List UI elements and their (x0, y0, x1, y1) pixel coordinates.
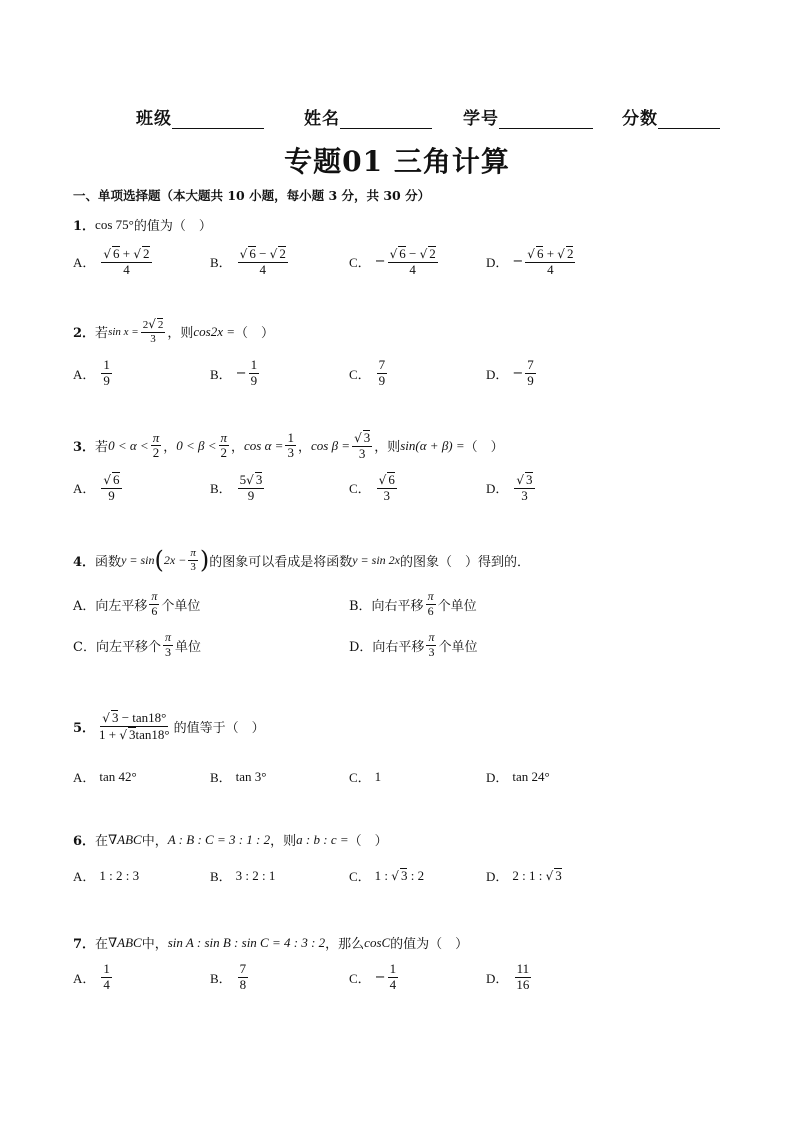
fraction: $\frac{\pi}{3}$ (428, 630, 435, 659)
q4-base-function: y = sin 2x (352, 552, 400, 567)
q4-middle: 的图象可以看成是将函数 (209, 554, 353, 570)
option-label: A． (73, 869, 96, 884)
q5-option-b[interactable] (210, 767, 267, 786)
q3-cos-alpha: cos α = (244, 437, 284, 453)
question-4: 4． 函数 y = sin ( 2x − $\frac{\pi}{3}$ ) 的图象可以看成是将函数 y = sin 2x 的图象（ ）得到的． (73, 546, 530, 574)
q3-cond-beta: 0 < β < (176, 437, 217, 453)
fraction: $\frac{1}{3}$ (287, 429, 294, 461)
fraction: $\frac{7}{9}$ (527, 357, 534, 388)
q3-option-a[interactable] (73, 472, 124, 504)
q5-option-a[interactable] (73, 767, 137, 786)
question-number: 4． (73, 554, 96, 570)
fraction: $\frac{5√ 3}{9}$ (239, 472, 263, 503)
name-label: 姓名 (304, 109, 340, 129)
q4-inner: 2x − (163, 552, 187, 567)
student-id-label: 学号 (463, 109, 499, 129)
option-unit: 个单位 (438, 639, 478, 655)
score-label: 分数 (622, 109, 658, 129)
option-value: 1 : 2 : 3 (99, 867, 140, 883)
q2-option-d[interactable] (486, 358, 538, 389)
option-label: B． (210, 770, 232, 785)
q7-sine-ratio: sin A : sin B : sin C = 4 : 3 : 2 (167, 934, 326, 950)
q7-option-b[interactable] (210, 962, 250, 993)
question-1 (73, 215, 212, 234)
q4-function: y = sin (121, 552, 155, 567)
option-label: D． (486, 970, 509, 986)
fraction: $\frac{\pi}{3}$ (190, 546, 196, 573)
fraction: $\frac{1}{4}$ (103, 961, 110, 992)
option-label: A． (73, 366, 96, 382)
q3-option-c[interactable] (349, 472, 399, 504)
option-value: tan 24° (512, 768, 550, 784)
option-label: B． (210, 869, 232, 884)
q3-tail: （ ） (464, 440, 504, 456)
q4-prefix: 函数 (95, 554, 122, 570)
fraction: $\frac{√ 6 - √ 2}{4}$ (239, 246, 286, 277)
question-2 (73, 318, 274, 345)
fraction: $\frac{\pi}{2}$ (152, 429, 160, 461)
option-label: D．向右平移 (349, 639, 425, 655)
q1-expression: cos 75° (95, 216, 134, 232)
q7-tail: 的值为（ ） (390, 937, 469, 952)
question-6 (73, 830, 388, 849)
q4-option-c[interactable] (73, 631, 201, 660)
class-label: 班级 (136, 109, 172, 129)
q1-stem: 的值为（ ） (133, 219, 212, 234)
question-number: 3． (73, 440, 96, 456)
q6-tail: （ ） (348, 834, 388, 849)
q3-prefix: 若 (95, 440, 109, 456)
q7-prefix: 在 (95, 937, 109, 952)
class-blank[interactable] (172, 110, 264, 129)
name-blank[interactable] (340, 110, 432, 129)
fraction: $\frac{\pi}{3}$ (164, 630, 171, 659)
minus-sign: − (374, 969, 386, 985)
option-label: C．向左平移个 (73, 639, 161, 655)
q1-option-b[interactable] (210, 246, 290, 278)
fraction: $\frac{1}{4}$ (389, 961, 397, 992)
q7-triangle: ∇ABC (108, 934, 142, 950)
q6-then: ，则 (270, 834, 297, 849)
option-label: D． (486, 481, 509, 497)
option-label: A． (73, 481, 96, 497)
q6-prefix: 在 (95, 834, 109, 849)
q2-cos2x: cos2x = (193, 323, 236, 339)
comma: ， (163, 440, 177, 456)
option-label: B．向右平移 (349, 598, 424, 614)
q1-option-c[interactable] (349, 246, 440, 278)
fraction: $\frac{\pi}{6}$ (427, 589, 434, 618)
section-heading: 一、单项选择题（本大题共 10 小题，每小题 3 分，共 30 分） (73, 188, 431, 203)
q3-option-d[interactable] (486, 472, 537, 504)
option-unit: 单位 (174, 639, 201, 655)
page-title: 专题01 三角计算 (284, 145, 510, 178)
fraction: $\frac{√ 6 + √ 2}{4}$ (103, 246, 150, 277)
fraction: $\frac{7}{8}$ (239, 961, 247, 992)
fraction: $\frac{\pi}{2}$ (220, 429, 228, 461)
class-field (136, 104, 264, 129)
q4-tail: 的图象（ ）得到的． (399, 554, 530, 570)
option-label: A． (73, 970, 96, 986)
q7-option-c[interactable] (349, 962, 400, 993)
q2-tail: （ ） (235, 326, 275, 342)
option-label: C． (349, 255, 371, 271)
option-value: 1 (374, 768, 382, 784)
comma: ， (297, 440, 311, 456)
q7-option-d[interactable] (486, 962, 533, 993)
option-label: B． (210, 366, 232, 382)
option-label: D． (486, 255, 509, 271)
fraction: $\frac{1}{9}$ (250, 357, 258, 388)
q1-option-a[interactable] (73, 246, 154, 278)
minus-sign: − (374, 254, 386, 270)
option-label: A． (73, 770, 96, 785)
option-label: B． (210, 970, 232, 986)
option-label: D． (486, 770, 509, 785)
option-label: C． (349, 770, 371, 785)
q5-stem: 的值等于（ ） (173, 720, 265, 736)
option-label: D． (486, 366, 509, 382)
option-label: A．向左平移 (73, 598, 148, 614)
name-field (304, 104, 432, 129)
option-label: B． (210, 481, 232, 497)
question-7 (73, 933, 468, 952)
score-blank[interactable] (658, 110, 720, 129)
minus-sign: − (235, 365, 247, 381)
q7-option-a[interactable] (73, 962, 114, 993)
q6-option-c[interactable] (349, 866, 424, 885)
fraction: $\frac{1}{9}$ (103, 357, 110, 388)
student-id-blank[interactable] (499, 110, 593, 129)
q5-option-c[interactable] (349, 767, 381, 786)
q1-option-d[interactable] (486, 246, 577, 278)
question-number: 7． (73, 937, 96, 952)
q2-then: ，则 (167, 326, 194, 342)
q7-cosc: cosC (364, 934, 391, 950)
fraction: $\frac{√ 6}{9}$ (103, 472, 120, 503)
option-value: tan 3° (235, 768, 267, 784)
q6-option-a[interactable] (73, 866, 139, 885)
option-label: C． (349, 366, 371, 382)
question-number: 5． (73, 720, 96, 736)
q7-middle: 中， (141, 937, 168, 952)
q3-sin-sum: sin(α + β) = (400, 437, 465, 453)
option-label: C． (349, 481, 371, 497)
q7-then: ，那么 (325, 937, 365, 952)
option-unit: 个单位 (437, 598, 477, 614)
option-value: 2 : 1 : √ 3 (512, 867, 562, 883)
fraction: $\frac{7}{9}$ (378, 357, 386, 388)
question-5 (73, 710, 265, 743)
fraction: $\frac{√ 3}{3}$ (354, 430, 371, 461)
q6-side-ratio: a : b : c = (296, 831, 349, 847)
q2-option-c[interactable] (349, 358, 389, 389)
q3-option-b[interactable] (210, 472, 266, 504)
comma: ， (231, 440, 245, 456)
question-number: 1． (73, 219, 96, 234)
q5-option-d[interactable] (486, 767, 550, 786)
option-label: C． (349, 970, 371, 986)
q4-option-a[interactable] (73, 590, 200, 619)
minus-sign: − (512, 254, 524, 270)
option-value: tan 42° (99, 768, 137, 784)
fraction: $\frac{11}{16}$ (516, 961, 530, 992)
option-label: C． (349, 869, 371, 884)
option-value: 3 : 2 : 1 (235, 867, 276, 883)
q3-then: ，则 (374, 440, 401, 456)
fraction: $\frac{√ 3 - \tan 18^\circ}{1 + √ 3\tan 18^\circ}$ (99, 710, 170, 742)
fraction: $\frac{\pi}{6}$ (151, 589, 158, 618)
student-id-field (463, 104, 593, 129)
q6-middle: 中， (141, 834, 168, 849)
q2-prefix: 若 (95, 326, 109, 342)
question-number: 2． (73, 326, 96, 342)
q2-sinx: sin x = (108, 325, 139, 338)
q6-triangle: ∇ABC (108, 831, 142, 847)
fraction: $\frac{2√ 2}{3}$ (142, 317, 164, 345)
fraction: $\frac{√ 3}{3}$ (516, 472, 533, 503)
q2-option-b[interactable] (210, 358, 261, 389)
q3-cond-alpha: 0 < α < (108, 437, 149, 453)
fraction: $\frac{√ 6 + √ 2}{4}$ (527, 246, 574, 277)
q2-option-a[interactable] (73, 358, 114, 389)
score-field (622, 104, 720, 129)
q4-option-d[interactable] (349, 631, 477, 660)
q6-option-b[interactable] (210, 866, 275, 885)
option-label: D． (486, 869, 509, 884)
fraction: $\frac{√ 6}{3}$ (378, 472, 395, 503)
option-unit: 个单位 (161, 598, 201, 614)
fraction: $\frac{√ 6 - √ 2}{4}$ (389, 246, 436, 277)
question-3 (73, 430, 504, 462)
option-label: A． (73, 255, 96, 271)
option-label: B． (210, 255, 232, 271)
q3-cos-beta: cos β = (310, 437, 351, 453)
question-number: 6． (73, 834, 96, 849)
q6-option-d[interactable] (486, 866, 562, 885)
q6-angle-ratio: A : B : C = 3 : 1 : 2 (167, 831, 271, 847)
option-value: 1 : √ 3 : 2 (374, 867, 425, 883)
q4-option-b[interactable] (349, 590, 477, 619)
minus-sign: − (512, 365, 524, 381)
